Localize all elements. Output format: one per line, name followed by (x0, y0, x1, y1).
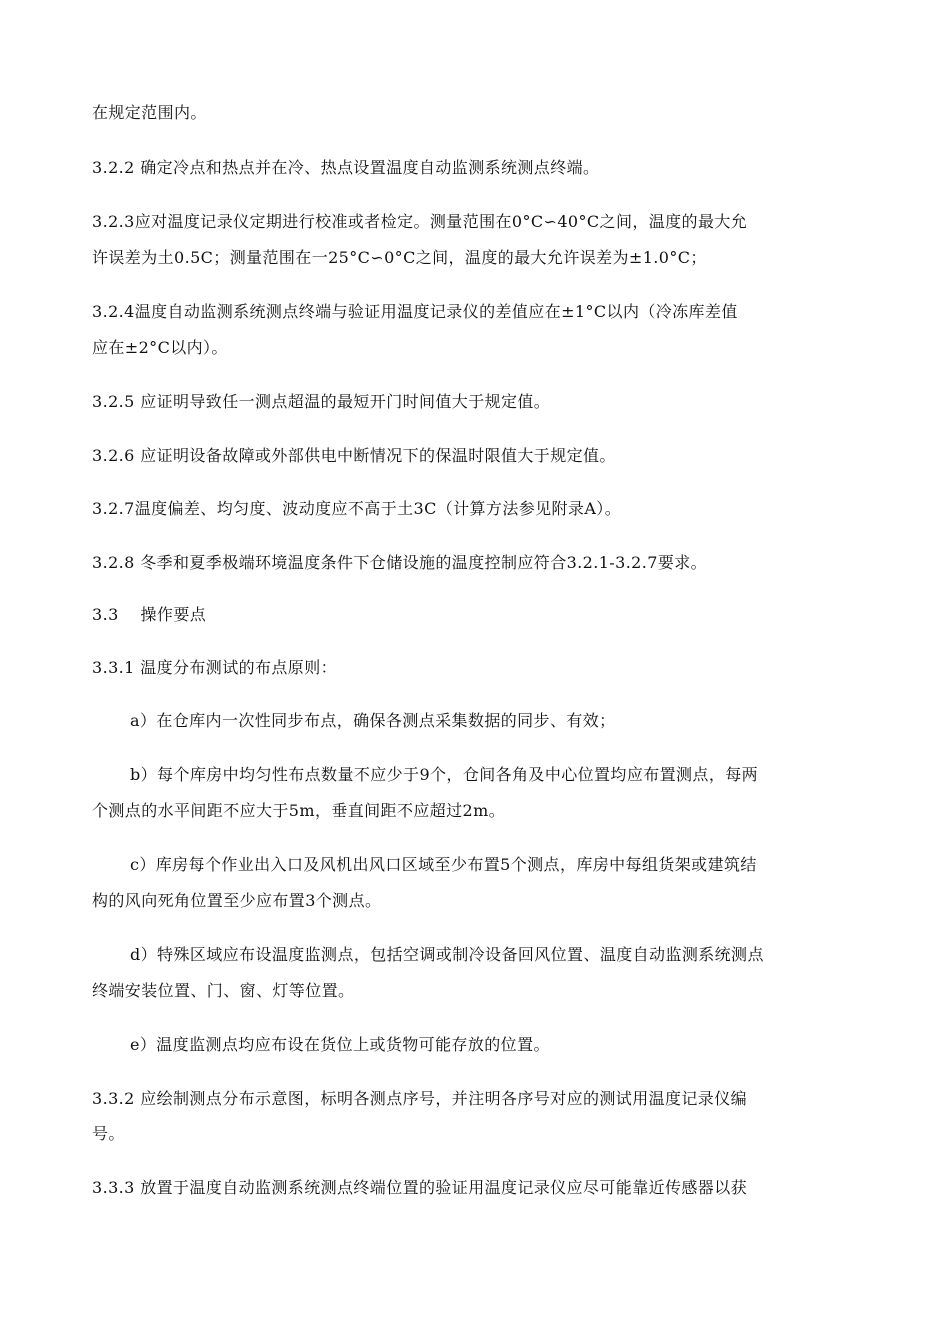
list-item: e）温度监测点均应布设在货位上或货物可能存放的位置。 (130, 1035, 550, 1054)
list-item: c）库房每个作业出入口及风机出风口区域至少布置5个测点，库房中每组货架或建筑结 (130, 855, 757, 874)
text-line: 3.2.3应对温度记录仪定期进行校准或者检定。测量范围在0°C∽40°C之间，温度的最大允 (92, 212, 748, 231)
text-line: 在规定范围内。 (92, 103, 207, 122)
text-line: 3.3.1 温度分布测试的布点原则： (92, 658, 337, 677)
list-item: b）每个库房中均匀性布点数量不应少于9个，仓间各角及中心位置均应布置测点，每两 (130, 765, 759, 784)
text-line: 3.3.2 应绘制测点分布示意图，标明各测点序号，并注明各序号对应的测试用温度记录仪编 (92, 1089, 747, 1108)
text-line: 3.2.4温度自动监测系统测点终端与验证用温度记录仪的差值应在±1°C以内（冷冻库差值 (92, 302, 738, 321)
section-heading: 3.3 操作要点 (92, 605, 207, 624)
text-line: 终端安装位置、门、窗、灯等位置。 (92, 981, 355, 1000)
text-line: 应在±2°C以内）。 (92, 338, 228, 357)
text-line: 3.2.7温度偏差、均匀度、波动度应不高于土3C（计算方法参见附录A）。 (92, 499, 622, 518)
text-line: 3.2.6 应证明设备故障或外部供电中断情况下的保温时限值大于规定值。 (92, 446, 616, 465)
text-line: 构的风向死角位置至少应布置3个测点。 (92, 891, 382, 910)
text-line: 3.3.3 放置于温度自动监测系统测点终端位置的验证用温度记录仪应尽可能靠近传感器以获 (92, 1178, 747, 1197)
list-item: a）在仓库内一次性同步布点，确保各测点采集数据的同步、有效； (130, 711, 616, 730)
text-line: 3.2.2 确定冷点和热点并在冷、热点设置温度自动监测系统测点终端。 (92, 158, 600, 177)
text-line: 许误差为土0.5C；测量范围在一25°C∽0°C之间，温度的最大允许误差为±1.0°C； (92, 248, 707, 267)
list-item: d）特殊区域应布设温度监测点，包括空调或制冷设备回风位置、温度自动监测系统测点 (130, 945, 764, 964)
text-line: 号。 (92, 1124, 125, 1143)
text-line: 个测点的水平间距不应大于5m，垂直间距不应超过2m。 (92, 801, 506, 820)
text-line: 3.2.5 应证明导致任一测点超温的最短开门时间值大于规定值。 (92, 392, 551, 411)
text-line: 3.2.8 冬季和夏季极端环境温度条件下仓储设施的温度控制应符合3.2.1-3.2.7要求。 (92, 553, 708, 572)
